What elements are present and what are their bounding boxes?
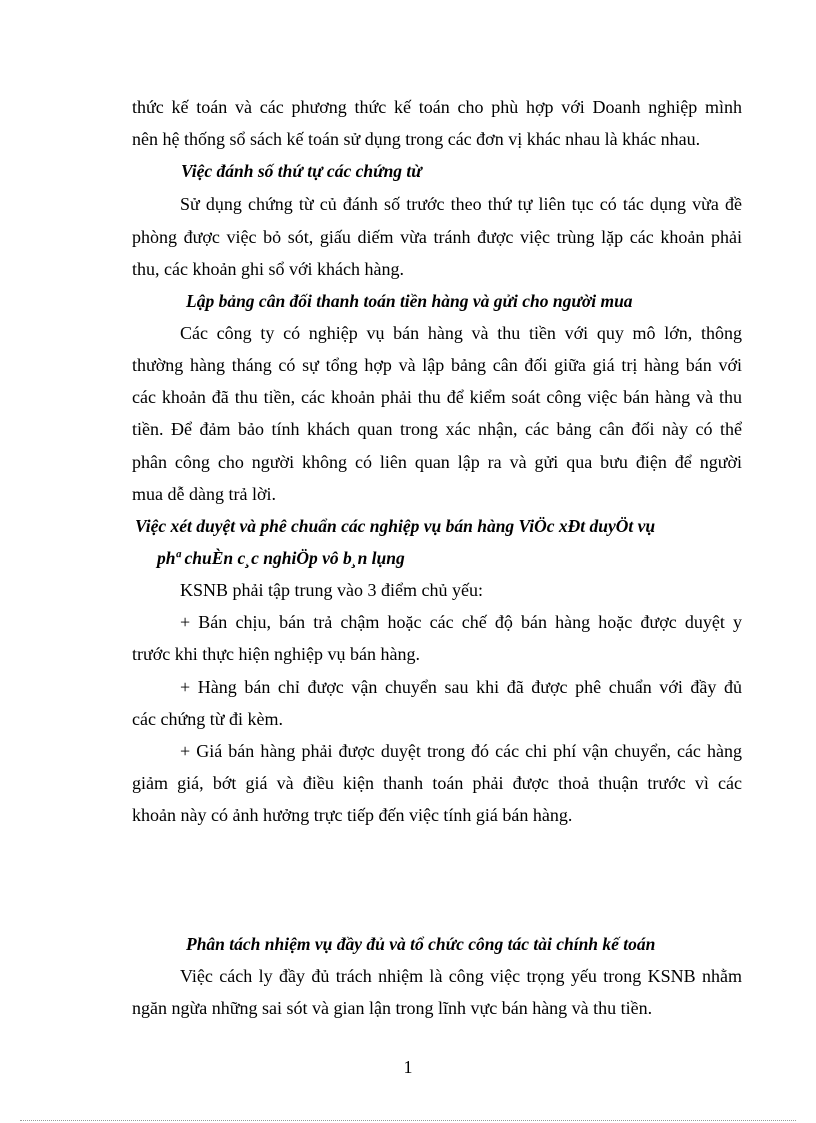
body-text-line: Các công ty có nghiệp vụ bán hàng và thu tiền với quy mô lớn, thông	[180, 323, 742, 343]
body-text-line: ngăn ngừa những sai sót và gian lận trong lĩnh vực bán hàng và thu tiền.	[132, 998, 653, 1018]
section-heading: Lập bảng cân đối thanh toán tiền hàng và gửi cho người mua	[186, 291, 633, 311]
list-item-line: khoản này có ảnh hưởng trực tiếp đến việc tính giá bán hàng.	[132, 805, 573, 825]
section-heading: Phân tách nhiệm vụ đầy đủ và tổ chức công tác tài chính kế toán	[186, 934, 656, 954]
body-text-line: tiền. Để đảm bảo tính khách quan trong xác nhận, các bảng cân đối này có thể	[132, 419, 742, 439]
body-text-line: mua dễ dàng trả lời.	[132, 484, 276, 504]
list-item-line: giảm giá, bớt giá và điều kiện thanh toán phải được thoả thuận trước vì các	[132, 773, 742, 793]
page-number: 1	[403, 1057, 413, 1077]
list-item-line: trước khi thực hiện nghiệp vụ bán hàng.	[132, 644, 420, 664]
body-text-line: nên hệ thống sổ sách kế toán sử dụng trong các đơn vị khác nhau là khác nhau.	[132, 129, 701, 149]
section-heading: Việc đánh số thứ tự các chứng từ	[181, 161, 422, 181]
list-item-line: các chứng từ đi kèm.	[132, 709, 283, 729]
body-text-line: Sử dụng chứng từ củ đánh số trước theo thứ tự liên tục có tác dụng vừa đề	[180, 194, 742, 214]
list-item-line: + Giá bán hàng phải được duyệt trong đó các chi phí vận chuyển, các hàng	[180, 741, 742, 761]
body-text-line: KSNB phải tập trung vào 3 điểm chủ yếu:	[180, 580, 483, 600]
list-item-line: + Bán chịu, bán trả chậm hoặc các chế độ bán hàng hoặc được duyệt y	[180, 612, 742, 632]
list-item-line: + Hàng bán chỉ được vận chuyển sau khi đã được phê chuẩn với đầy đủ	[180, 677, 742, 697]
body-text-line: thường hàng tháng có sự tổng hợp và lập bảng cân đối giữa giá trị hàng bán với	[132, 355, 742, 375]
section-heading: Việc xét duyệt và phê chuẩn các nghiệp vụ bán hàng ViÖc xÐt duyÖt vụ	[135, 516, 656, 536]
section-heading: phª chuÈn c¸c nghiÖp vô b¸n lụng	[157, 548, 405, 568]
body-text-line: phòng được việc bỏ sót, giấu diếm vừa tránh được việc trùng lặp các khoản phải	[132, 227, 742, 247]
body-text-line: các khoản đã thu tiền, các khoản phải thu để kiểm soát công việc bán hàng và thu	[132, 387, 742, 407]
body-text-line: thu, các khoản ghi sổ với khách hàng.	[132, 259, 404, 279]
body-text-line: phân công cho người không có liên quan lập ra và gửi qua bưu điện để người	[132, 452, 742, 472]
footer-divider	[20, 1120, 796, 1121]
body-text-line: thức kế toán và các phương thức kế toán cho phù hợp với Doanh nghiệp mình	[132, 97, 742, 117]
body-text-line: Việc cách ly đầy đủ trách nhiệm là công việc trọng yếu trong KSNB nhằm	[180, 966, 742, 986]
